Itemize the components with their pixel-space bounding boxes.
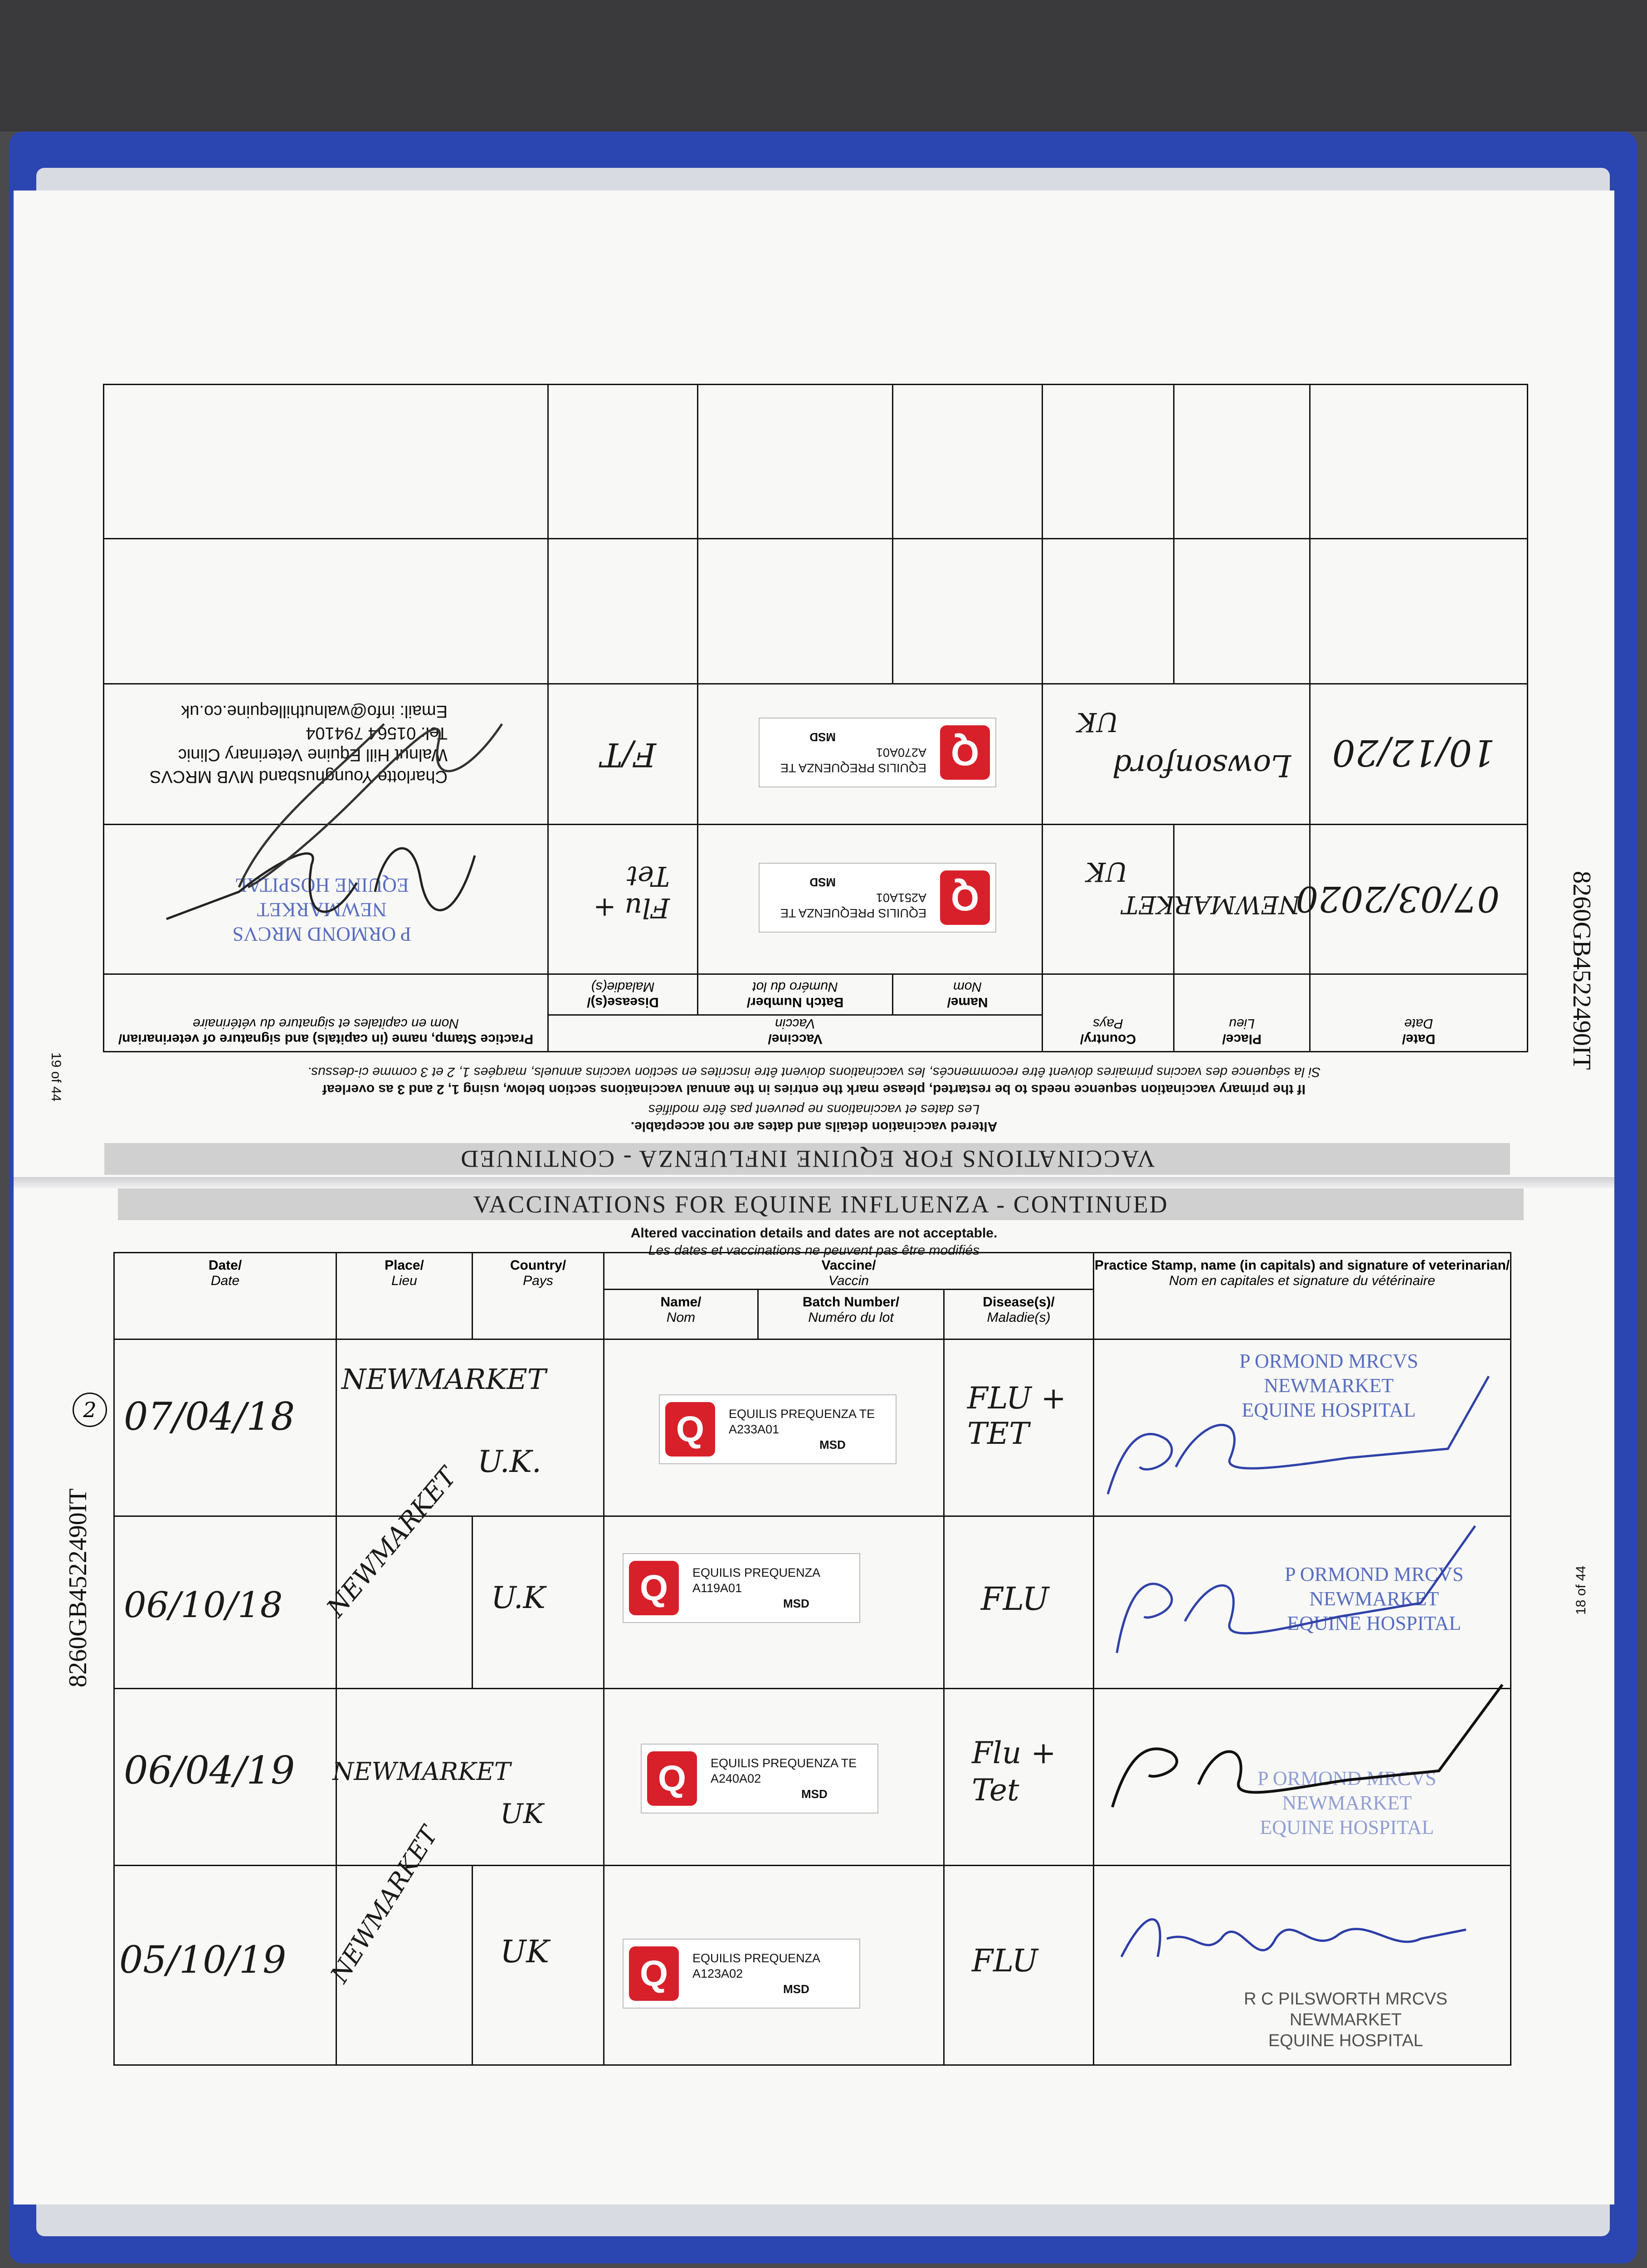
disease-cell: Flu + Tet	[944, 1689, 1094, 1866]
msd-logo: MSD	[809, 875, 836, 889]
q-logo-icon: Q	[940, 725, 990, 780]
page-19-rotated-content	[14, 191, 1614, 1188]
place-cell: NEWMARKET	[336, 1866, 473, 2065]
table-row	[104, 385, 1528, 539]
col-vaccine: Vaccine/ Vaccin	[604, 1253, 1094, 1290]
col-batch: Batch Number/ Numéro du lot	[698, 974, 893, 1015]
vet-signature	[1094, 1517, 1502, 1680]
col-date: Date/ Date	[114, 1253, 336, 1339]
date-cell: 05/10/19	[114, 1866, 336, 2065]
entry-marker: 2	[73, 1393, 107, 1427]
page-number: 18 of 44	[1574, 1565, 1589, 1615]
country-cell: UK	[473, 1866, 604, 2065]
q-logo-icon: Q	[629, 1946, 679, 2001]
stamp-cell	[1094, 1866, 1511, 2065]
scan-background	[0, 0, 1647, 132]
vet-signature	[1112, 1884, 1502, 1984]
msd-logo: MSD	[819, 1438, 846, 1452]
vaccine-sticker: Q EQUILIS PREQUENZA A123A02 MSD	[623, 1939, 860, 2009]
page-number: 19 of 44	[49, 1052, 63, 1102]
place-cell: NEWMARKET U.K.	[336, 1339, 604, 1516]
table-row	[114, 1516, 1511, 1689]
vet-stamp: P ORMOND MRCVS NEWMARKET EQUINE HOSPITAL	[1257, 1767, 1437, 1838]
col-place: Place/ Lieu	[336, 1253, 473, 1339]
col-country: Country/ Pays	[473, 1253, 604, 1339]
place-cell: NEWMARKET UK	[336, 1689, 604, 1866]
date-cell: 07/04/18	[114, 1339, 336, 1516]
vet-signature	[1094, 1358, 1502, 1512]
country-cell: U.K	[473, 1516, 604, 1689]
place-cell: NEWMARKET	[1174, 825, 1310, 974]
practice-stamp: Charlotte Younghusband MVB MRCVS Walnut Hill Equine Veterinary Clinic Tel: 01564 794104 Email: info@walnuthillequine.co.uk	[150, 702, 448, 786]
table-row	[114, 1866, 1511, 2065]
col-name: Name/ Nom	[604, 1290, 758, 1339]
passport-number: 8260GB4522490IT	[1568, 871, 1596, 1070]
vaccine-label-cell	[698, 684, 1043, 825]
col-vaccine: Vaccine/ Vaccin	[548, 1015, 1043, 1052]
q-logo-icon: Q	[665, 1402, 715, 1457]
vaccine-sticker: Q EQUILIS PREQUENZA TE A240A02 MSD	[641, 1744, 878, 1813]
date-cell: 10/12/20	[1310, 684, 1528, 825]
vaccine-sticker: Q EQUILIS PREQUENZA TE A270A01 MSD	[759, 718, 996, 787]
table-row	[114, 1339, 1511, 1516]
disease-cell: F/T	[548, 684, 698, 825]
stamp-cell	[1094, 1339, 1511, 1516]
vet-stamp: P ORMOND MRCVS NEWMARKET EQUINE HOSPITAL	[1285, 1563, 1464, 1634]
msd-logo: MSD	[809, 730, 836, 744]
vaccine-label-cell	[604, 1689, 944, 1866]
col-name: Name/ Nom	[893, 974, 1043, 1015]
table-row	[104, 684, 1528, 825]
altered-note: Altered vaccination details and dates are not acceptable. Les dates et vaccinations ne peuvent pas être modifiés	[630, 1226, 998, 1258]
restart-note: If the primary vaccination sequence needs to be restarted, please mark the entries in the annual vaccinations section below, using 1, 2 and 3 as overleaf Si la séquence des vaccins primaires doivent être recommencés, les vaccinations doivent être inscrites en section vaccins annuels, marqées 1, 2 et 3 comme ci-dessus.	[307, 1065, 1321, 1097]
stamp-cell	[1094, 1689, 1511, 1866]
date-cell: 06/04/19	[114, 1689, 336, 1866]
section-heading: VACCINATIONS FOR EQUINE INFLUENZA - CONTINUED	[118, 1188, 1524, 1220]
msd-logo: MSD	[783, 1597, 809, 1610]
disease-cell: FLU + TET	[944, 1339, 1094, 1516]
vet-stamp: P ORMOND MRCVS NEWMARKET EQUINE HOSPITAL	[232, 874, 411, 945]
stamp-cell	[104, 684, 548, 825]
vaccine-label-cell	[698, 825, 1043, 974]
msd-logo: MSD	[801, 1787, 828, 1801]
q-logo-icon: Q	[629, 1561, 679, 1615]
disease-cell: Flu + Tet	[548, 825, 698, 974]
col-practice-stamp: Practice Stamp, name (in capitals) and signature of veterinarian/ Nom en capitales et signature du vétérinaire	[1094, 1253, 1511, 1339]
col-place: Place/ Lieu	[1174, 974, 1310, 1052]
altered-note: Altered vaccination details and dates are not acceptable. Les dates et vaccinations ne peuvent pas être modifiés	[630, 1102, 998, 1134]
passport-number: 8260GB4522490IT	[64, 1488, 92, 1687]
table-row	[104, 539, 1528, 684]
vet-stamp: R C PILSWORTH MRCVS NEWMARKET EQUINE HOSPITAL	[1244, 1989, 1448, 2050]
country-cell: UK	[1043, 825, 1174, 974]
vaccine-label-cell	[604, 1866, 944, 2065]
col-practice-stamp: Practice Stamp, name (in capitals) and signature of veterinarian/ Nom en capitales et signature du vétérinaire	[104, 974, 548, 1052]
col-date: Date/ Date	[1310, 974, 1528, 1052]
q-logo-icon: Q	[940, 870, 990, 925]
msd-logo: MSD	[783, 1982, 809, 1996]
vaccine-sticker: Q EQUILIS PREQUENZA A119A01 MSD	[623, 1553, 860, 1623]
col-disease: Disease(s)/ Maladie(s)	[548, 974, 698, 1015]
vaccination-table	[113, 1252, 1511, 2066]
col-country: Country/ Pays	[1043, 974, 1174, 1052]
vaccination-table	[103, 384, 1528, 1052]
vet-stamp: P ORMOND MRCVS NEWMARKET EQUINE HOSPITAL	[1239, 1350, 1418, 1421]
vaccine-label-cell	[604, 1516, 944, 1689]
vet-signature	[203, 688, 520, 914]
section-heading: VACCINATIONS FOR EQUINE INFLUENZA - CONTINUED	[104, 1143, 1510, 1175]
vaccine-label-cell	[604, 1339, 944, 1516]
stamp-cell	[1094, 1516, 1511, 1689]
vet-signature	[1094, 1671, 1511, 1843]
passport-page-18	[14, 1188, 1614, 2204]
vaccine-sticker: Q EQUILIS PREQUENZA TE A251A01 MSD	[759, 863, 996, 933]
table-row	[114, 1689, 1511, 1866]
place-cell: NEWMARKET	[336, 1516, 473, 1689]
date-cell: 07/03/2020	[1310, 825, 1528, 974]
q-logo-icon: Q	[647, 1751, 697, 1806]
disease-cell: FLU	[944, 1866, 1094, 2065]
disease-cell: FLU	[944, 1516, 1094, 1689]
place-cell: Lowsonford UK	[1043, 684, 1310, 825]
vaccine-sticker: Q EQUILIS PREQUENZA TE A233A01 MSD	[659, 1394, 897, 1464]
col-disease: Disease(s)/ Maladie(s)	[944, 1290, 1094, 1339]
col-batch: Batch Number/ Numéro du lot	[758, 1290, 944, 1339]
date-cell: 06/10/18	[114, 1516, 336, 1689]
passport-page-19	[14, 191, 1614, 1188]
